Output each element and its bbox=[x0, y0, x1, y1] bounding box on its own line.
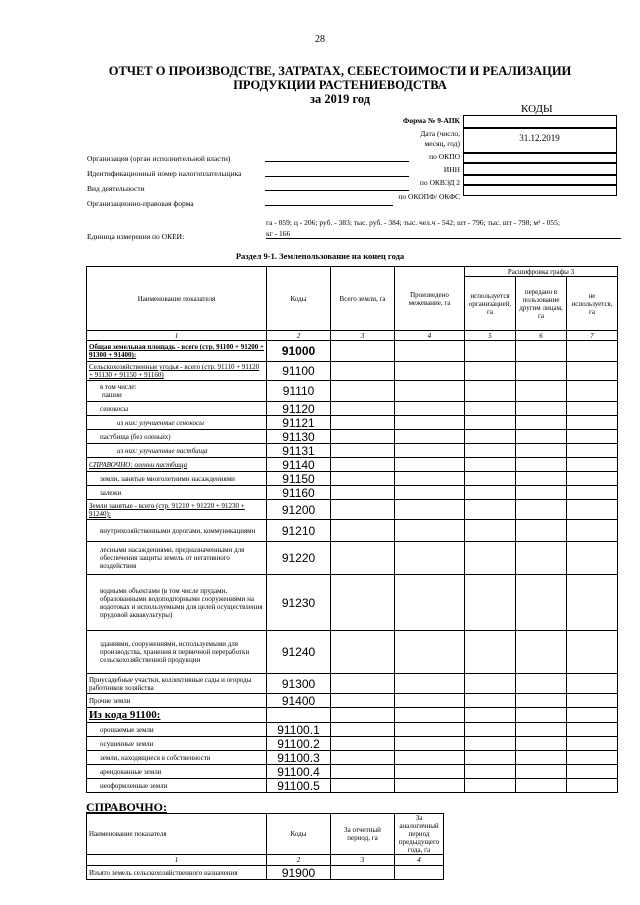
land-use-table bbox=[86, 266, 618, 793]
report-title-line3: за 2019 год bbox=[309, 92, 371, 106]
data-cell[interactable] bbox=[465, 520, 516, 542]
okopf-box bbox=[463, 184, 617, 196]
legalform-line bbox=[265, 205, 393, 206]
data-cell[interactable] bbox=[567, 416, 618, 430]
data-cell bbox=[516, 708, 567, 723]
row-code: 91140 bbox=[267, 458, 331, 472]
row-code: 91150 bbox=[267, 472, 331, 486]
col-num: 6 bbox=[516, 331, 567, 341]
row-label: Изъято земель сельскохозяйственного назначения bbox=[87, 866, 267, 880]
data-cell[interactable] bbox=[465, 751, 516, 765]
header-breakdown: Расшифровка графы 3 bbox=[465, 267, 618, 277]
row-label: осушенные земли bbox=[87, 737, 267, 751]
data-cell[interactable] bbox=[331, 402, 395, 416]
row-code: 91131 bbox=[267, 444, 331, 458]
col-num: 7 bbox=[567, 331, 618, 341]
table-row bbox=[87, 737, 618, 751]
data-cell[interactable] bbox=[395, 381, 465, 402]
row-label: залежи bbox=[87, 486, 267, 500]
data-cell[interactable] bbox=[567, 575, 618, 631]
row-label: СПРАВОЧНО: оленьи пастбища bbox=[87, 458, 267, 472]
col-num: 3 bbox=[331, 331, 395, 341]
row-code: 91100.5 bbox=[267, 779, 331, 793]
data-cell[interactable] bbox=[465, 472, 516, 486]
data-cell[interactable] bbox=[395, 674, 465, 694]
table-row bbox=[87, 765, 618, 779]
codes-header: КОДЫ bbox=[521, 103, 553, 115]
org-line bbox=[265, 161, 409, 162]
row-label bbox=[87, 381, 267, 402]
taxid-line bbox=[265, 176, 409, 177]
date-label-1: Дата (число, bbox=[420, 129, 460, 138]
data-cell[interactable] bbox=[567, 674, 618, 694]
data-cell[interactable] bbox=[395, 694, 465, 708]
table-row bbox=[87, 779, 618, 793]
okved-label: по ОКВЭД 2 bbox=[419, 178, 460, 187]
row-code: 91160 bbox=[267, 486, 331, 500]
row-code: 91200 bbox=[267, 500, 331, 520]
data-cell[interactable] bbox=[516, 416, 567, 430]
data-cell[interactable] bbox=[465, 694, 516, 708]
data-cell[interactable] bbox=[465, 542, 516, 575]
data-cell[interactable] bbox=[331, 765, 395, 779]
table-row bbox=[87, 430, 618, 444]
data-cell[interactable] bbox=[465, 765, 516, 779]
data-cell[interactable] bbox=[395, 472, 465, 486]
data-cell[interactable] bbox=[567, 723, 618, 737]
table-row bbox=[87, 472, 618, 486]
col-num: 1 bbox=[87, 331, 267, 341]
activity-line bbox=[265, 190, 409, 191]
data-cell[interactable] bbox=[516, 694, 567, 708]
data-cell[interactable] bbox=[516, 575, 567, 631]
header-transferred: передано в пользование другим лицам, га bbox=[516, 277, 567, 331]
data-cell[interactable] bbox=[465, 737, 516, 751]
data-cell[interactable] bbox=[516, 737, 567, 751]
data-cell[interactable] bbox=[331, 458, 395, 472]
row-label: из них: улучшенные пастбища bbox=[87, 444, 267, 458]
data-cell[interactable] bbox=[567, 444, 618, 458]
row-label: лесными насаждениями, предназначенными для обеспечения защиты земель от негативного воздействия bbox=[87, 542, 267, 575]
data-cell[interactable] bbox=[395, 737, 465, 751]
data-cell[interactable] bbox=[567, 765, 618, 779]
data-cell[interactable] bbox=[516, 362, 567, 381]
data-cell[interactable] bbox=[331, 341, 395, 362]
row-label: пастбища (без оленьих) bbox=[87, 430, 267, 444]
data-cell[interactable] bbox=[567, 751, 618, 765]
okopf-label: по ОКОПФ/ ОКФС bbox=[398, 192, 460, 201]
data-cell[interactable] bbox=[567, 362, 618, 381]
row-label: земли, находящиеся в собственности bbox=[87, 751, 267, 765]
table-row bbox=[87, 694, 618, 708]
table-row bbox=[87, 708, 618, 723]
data-cell[interactable] bbox=[465, 444, 516, 458]
row-label-main: пашни bbox=[102, 391, 122, 399]
table-row bbox=[87, 486, 618, 500]
row-code: 91100 bbox=[267, 362, 331, 381]
data-cell[interactable] bbox=[331, 779, 395, 793]
page-number: 28 bbox=[315, 34, 325, 45]
data-cell[interactable] bbox=[395, 631, 465, 674]
data-cell[interactable] bbox=[567, 779, 618, 793]
data-cell[interactable] bbox=[567, 520, 618, 542]
data-cell[interactable] bbox=[395, 723, 465, 737]
header-codes: Коды bbox=[267, 814, 331, 855]
org-label: Организация (орган исполнительной власти) bbox=[87, 154, 231, 163]
data-cell[interactable] bbox=[331, 674, 395, 694]
table-row bbox=[87, 542, 618, 575]
data-cell[interactable] bbox=[331, 381, 395, 402]
data-cell[interactable] bbox=[567, 500, 618, 520]
taxid-label: Идентификационный номер налогоплательщика bbox=[87, 169, 242, 178]
data-cell[interactable] bbox=[331, 866, 395, 880]
data-cell[interactable] bbox=[395, 341, 465, 362]
data-cell[interactable] bbox=[331, 631, 395, 674]
data-cell bbox=[567, 708, 618, 723]
row-code: 91300 bbox=[267, 674, 331, 694]
data-cell[interactable] bbox=[567, 381, 618, 402]
units-value-2: кг - 166 bbox=[266, 229, 291, 238]
data-cell[interactable] bbox=[516, 674, 567, 694]
table-row bbox=[87, 362, 618, 381]
header-codes: Коды bbox=[267, 267, 331, 331]
data-cell[interactable] bbox=[516, 341, 567, 362]
data-cell[interactable] bbox=[567, 430, 618, 444]
row-code: 91230 bbox=[267, 575, 331, 631]
table-row bbox=[87, 674, 618, 694]
data-cell[interactable] bbox=[567, 694, 618, 708]
data-cell[interactable] bbox=[516, 444, 567, 458]
data-cell[interactable] bbox=[465, 341, 516, 362]
legalform-label: Организационно-правовая форма bbox=[87, 199, 194, 208]
data-cell[interactable] bbox=[331, 751, 395, 765]
header-name: Наименование показателя bbox=[87, 267, 267, 331]
data-cell[interactable] bbox=[465, 674, 516, 694]
data-cell[interactable] bbox=[331, 520, 395, 542]
form-label: Форма № 9-АПК bbox=[402, 116, 460, 125]
row-label: зданиями, сооружениями, используемыми для производства, хранения и первичной переработки сельскохозяйственной продукции bbox=[87, 631, 267, 674]
units-line bbox=[266, 238, 621, 239]
header-produced: Произведено межевание, га bbox=[395, 267, 465, 331]
data-cell[interactable] bbox=[516, 430, 567, 444]
data-cell[interactable] bbox=[465, 486, 516, 500]
data-cell[interactable] bbox=[331, 694, 395, 708]
row-label: Земли занятые - всего (стр. 91210 + 91220 + 91230 + 91240): bbox=[87, 500, 267, 520]
data-cell[interactable] bbox=[395, 458, 465, 472]
data-cell[interactable] bbox=[567, 542, 618, 575]
from-code-label: Из кода 91100: bbox=[87, 708, 267, 723]
data-cell[interactable] bbox=[465, 575, 516, 631]
data-cell[interactable] bbox=[516, 520, 567, 542]
row-code: 91110 bbox=[267, 381, 331, 402]
data-cell[interactable] bbox=[395, 751, 465, 765]
data-cell[interactable] bbox=[395, 765, 465, 779]
data-cell[interactable] bbox=[331, 542, 395, 575]
data-cell[interactable] bbox=[395, 486, 465, 500]
data-cell[interactable] bbox=[516, 765, 567, 779]
data-cell[interactable] bbox=[516, 381, 567, 402]
data-cell bbox=[395, 708, 465, 723]
data-cell[interactable] bbox=[516, 472, 567, 486]
data-cell[interactable] bbox=[516, 542, 567, 575]
data-cell[interactable] bbox=[567, 737, 618, 751]
row-code: 91120 bbox=[267, 402, 331, 416]
table-row bbox=[87, 444, 618, 458]
col-num: 1 bbox=[87, 855, 267, 866]
data-cell[interactable] bbox=[465, 631, 516, 674]
data-cell[interactable] bbox=[395, 520, 465, 542]
header-previous: За аналогичный период предыдущего года, га bbox=[395, 814, 444, 855]
data-cell[interactable] bbox=[331, 430, 395, 444]
data-cell[interactable] bbox=[567, 631, 618, 674]
data-cell[interactable] bbox=[395, 542, 465, 575]
data-cell[interactable] bbox=[567, 486, 618, 500]
data-cell[interactable] bbox=[465, 458, 516, 472]
data-cell[interactable] bbox=[331, 500, 395, 520]
table-row bbox=[87, 458, 618, 472]
data-cell[interactable] bbox=[567, 472, 618, 486]
data-cell[interactable] bbox=[567, 402, 618, 416]
data-cell[interactable] bbox=[331, 444, 395, 458]
data-cell[interactable] bbox=[395, 444, 465, 458]
empty-cell bbox=[267, 708, 331, 723]
row-code: 91400 bbox=[267, 694, 331, 708]
units-label: Единица измерения по ОКЕИ: bbox=[87, 232, 185, 241]
row-label: арендованные земли bbox=[87, 765, 267, 779]
col-num: 4 bbox=[395, 331, 465, 341]
header-total: Всего земли, га bbox=[331, 267, 395, 331]
data-cell bbox=[331, 708, 395, 723]
data-cell[interactable] bbox=[516, 751, 567, 765]
row-code: 91000 bbox=[267, 341, 331, 362]
row-label: сенокосы bbox=[87, 402, 267, 416]
row-label: орошаемые земли bbox=[87, 723, 267, 737]
row-code: 91240 bbox=[267, 631, 331, 674]
table-row bbox=[87, 341, 618, 362]
data-cell[interactable] bbox=[516, 723, 567, 737]
row-code: 91100.1 bbox=[267, 723, 331, 737]
data-cell[interactable] bbox=[516, 402, 567, 416]
table-row bbox=[87, 416, 618, 430]
data-cell[interactable] bbox=[395, 430, 465, 444]
header-name: Наименование показателя bbox=[87, 814, 267, 855]
data-cell[interactable] bbox=[465, 779, 516, 793]
data-cell[interactable] bbox=[465, 381, 516, 402]
row-code: 91900 bbox=[267, 866, 331, 880]
data-cell[interactable] bbox=[567, 341, 618, 362]
data-cell[interactable] bbox=[331, 416, 395, 430]
report-title-line2: ПРОДУКЦИИ РАСТЕНИЕВОДСТВА bbox=[233, 78, 447, 92]
row-code: 91130 bbox=[267, 430, 331, 444]
row-label: из них: улучшенные сенокосы bbox=[87, 416, 267, 430]
data-cell[interactable] bbox=[567, 458, 618, 472]
col-num: 2 bbox=[267, 855, 331, 866]
row-label: неоформленные земли bbox=[87, 779, 267, 793]
report-title-line1: ОТЧЕТ О ПРОИЗВОДСТВЕ, ЗАТРАТАХ, СЕБЕСТОИМОСТИ И РЕАЛИЗАЦИИ bbox=[108, 64, 572, 78]
date-label-2: месяц, год) bbox=[424, 139, 460, 148]
section-title: Раздел 9-1. Землепользование на конец года bbox=[235, 251, 405, 261]
data-cell[interactable] bbox=[465, 723, 516, 737]
data-cell[interactable] bbox=[516, 458, 567, 472]
data-cell[interactable] bbox=[465, 362, 516, 381]
data-cell[interactable] bbox=[465, 500, 516, 520]
row-code: 91220 bbox=[267, 542, 331, 575]
activity-label: Вид деятельности bbox=[87, 184, 145, 193]
col-num: 4 bbox=[395, 855, 444, 866]
table-row bbox=[87, 723, 618, 737]
data-cell[interactable] bbox=[516, 500, 567, 520]
date-value: 31.12.2019 bbox=[519, 133, 560, 143]
col-num: 5 bbox=[465, 331, 516, 341]
data-cell[interactable] bbox=[331, 362, 395, 381]
data-cell[interactable] bbox=[465, 430, 516, 444]
data-cell[interactable] bbox=[331, 472, 395, 486]
data-cell[interactable] bbox=[331, 486, 395, 500]
row-code: 91100.3 bbox=[267, 751, 331, 765]
col-num: 3 bbox=[331, 855, 395, 866]
table-row bbox=[87, 575, 618, 631]
units-value-1: га - 059; ц - 206; руб. - 383; тыс. руб. - 384; тыс. чел.ч - 542; шт - 796; тыс. шт - 798; м² - 055; bbox=[266, 218, 560, 227]
row-label: Приусадебные участки, коллективные сады и огороды работников хозяйства bbox=[87, 674, 267, 694]
col-num: 2 bbox=[267, 331, 331, 341]
data-cell[interactable] bbox=[395, 402, 465, 416]
data-cell[interactable] bbox=[516, 486, 567, 500]
data-cell[interactable] bbox=[395, 779, 465, 793]
inn-label: ИНН bbox=[443, 165, 460, 174]
okpo-label: по ОКПО bbox=[429, 152, 460, 161]
data-cell[interactable] bbox=[516, 779, 567, 793]
spravochno-title: СПРАВОЧНО: bbox=[86, 800, 167, 814]
row-code: 91100.4 bbox=[267, 765, 331, 779]
table-row bbox=[87, 520, 618, 542]
data-cell[interactable] bbox=[465, 416, 516, 430]
row-label: Общая земельная площадь - всего (стр. 91100 + 91200 + 91300 + 91400): bbox=[87, 341, 267, 362]
data-cell[interactable] bbox=[395, 866, 444, 880]
table-row bbox=[87, 500, 618, 520]
table-row bbox=[87, 631, 618, 674]
data-cell[interactable] bbox=[331, 737, 395, 751]
row-label: Прочие земли bbox=[87, 694, 267, 708]
header-not-used: не используется, га bbox=[567, 277, 618, 331]
table-row bbox=[87, 402, 618, 416]
row-label: водными объектами (в том числе прудами, образованными водоподпорными сооружениями на водотоках и используемыми для целей осуществления прудовой аквакультуры) bbox=[87, 575, 267, 631]
header-current: За отчетный период, га bbox=[331, 814, 395, 855]
header-used: используется организацией, га bbox=[465, 277, 516, 331]
table-row bbox=[87, 381, 618, 402]
table-row bbox=[87, 866, 444, 880]
row-code: 91121 bbox=[267, 416, 331, 430]
data-cell[interactable] bbox=[516, 631, 567, 674]
data-cell[interactable] bbox=[395, 575, 465, 631]
row-code: 91210 bbox=[267, 520, 331, 542]
row-label: земли, занятые многолетними насаждениями bbox=[87, 472, 267, 486]
row-label: внутрихозяйственными дорогами, коммуникациями bbox=[87, 520, 267, 542]
reference-table bbox=[86, 813, 444, 880]
data-cell[interactable] bbox=[395, 362, 465, 381]
data-cell[interactable] bbox=[395, 500, 465, 520]
row-code: 91100.2 bbox=[267, 737, 331, 751]
data-cell bbox=[465, 708, 516, 723]
data-cell[interactable] bbox=[331, 575, 395, 631]
data-cell[interactable] bbox=[395, 416, 465, 430]
table-row bbox=[87, 751, 618, 765]
row-label-intro: в том числе: bbox=[100, 383, 137, 391]
data-cell[interactable] bbox=[465, 402, 516, 416]
data-cell[interactable] bbox=[331, 723, 395, 737]
row-label: Сельскохозяйственные угодья - всего (стр. 91110 + 91120 + 91130 + 91150 + 91160) bbox=[87, 362, 267, 381]
